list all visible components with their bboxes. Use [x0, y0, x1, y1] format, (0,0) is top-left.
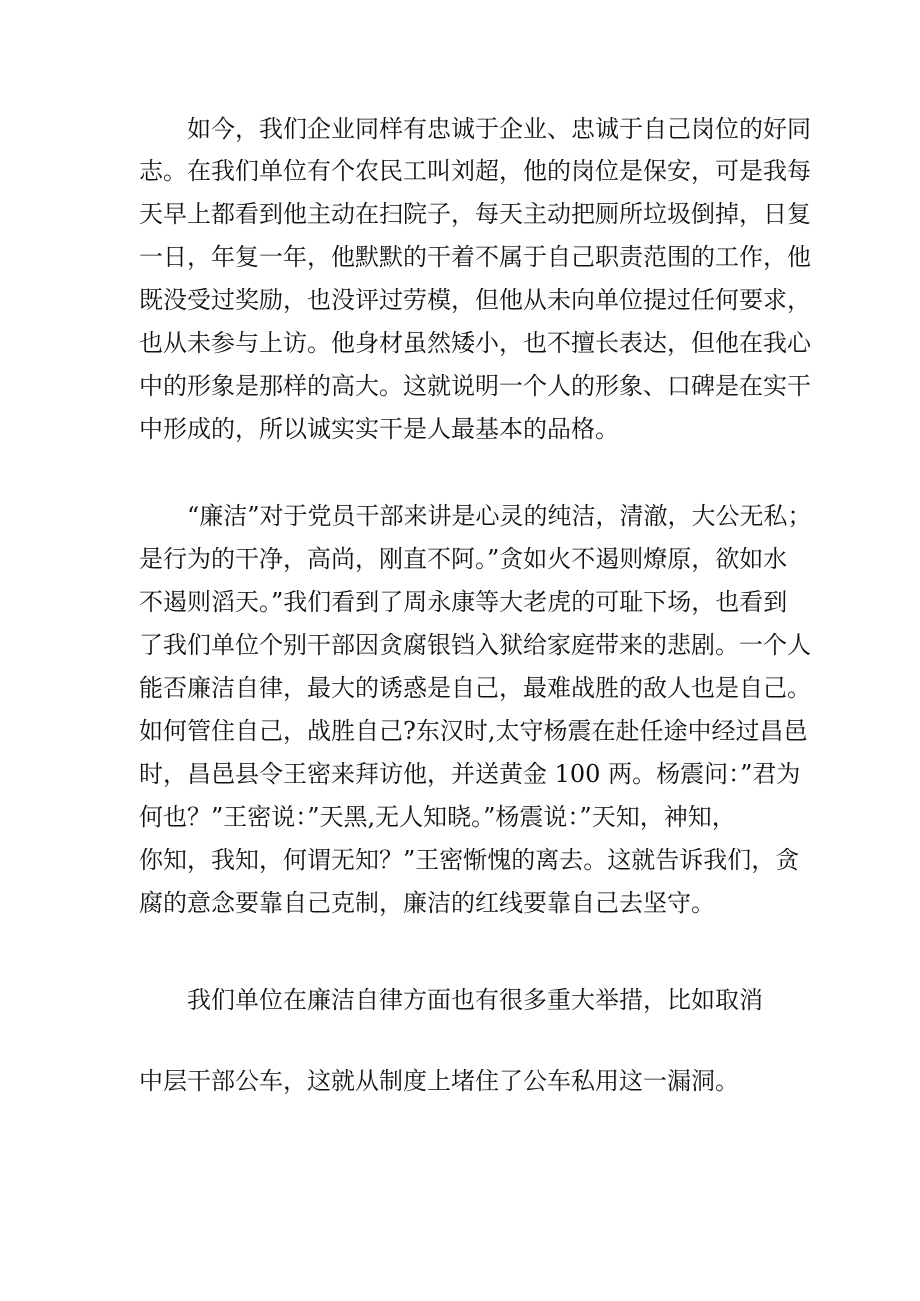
paragraph-2-line-9: 你知，我知，何谓无知？”王密惭愧的离去。这就告诉我们，贪 — [139, 846, 800, 874]
paragraph-1-line-8: 中形成的，所以诚实实干是人最基本的品格。 — [139, 415, 619, 443]
paragraph-2-line-3: 不遏则滔天。”我们看到了周永康等大老虎的可耻下场，也看到 — [139, 588, 788, 616]
paragraph-2-line-6: 如何管住自己，战胜自己?东汉时,太守杨震在赴任途中经过昌邑 — [139, 717, 808, 745]
paragraph-1-line-3: 天早上都看到他主动在扫院子，每天主动把厕所垃圾倒掉，日复 — [139, 200, 811, 228]
paragraph-1-line-5: 既没受过奖励，也没评过劳模，但他从未向单位提过任何要求， — [139, 286, 811, 314]
paragraph-3-line-1: 我们单位在廉洁自律方面也有很多重大举措，比如取消 — [187, 986, 763, 1014]
paragraph-1-line-1: 如今，我们企业同样有忠诚于企业、忠诚于自己岗位的好同 — [187, 115, 811, 143]
paragraph-1-line-2: 志。在我们单位有个农民工叫刘超，他的岗位是保安，可是我每 — [139, 157, 811, 185]
paragraph-2-line-2: 是行为的干净，高尚，刚直不阿。”贪如火不遏则燎原，欲如水 — [139, 545, 788, 573]
paragraph-1-line-6: 也从未参与上访。他身材虽然矮小，也不擅长表达，但他在我心 — [139, 329, 811, 357]
paragraph-1-line-7: 中的形象是那样的高大。这就说明一个人的形象、口碑是在实干 — [139, 372, 811, 400]
paragraph-2-line-1: “廉洁”对于党员干部来讲是心灵的纯洁，清澈，大公无私； — [187, 502, 812, 530]
paragraph-2-line-5: 能否廉洁自律，最大的诱惑是自己，最难战胜的敌人也是自己。 — [139, 674, 811, 702]
paragraph-1-line-4: 一日，年复一年，他默默的干着不属于自己职责范围的工作，他 — [139, 243, 811, 271]
paragraph-2-line-4: 了我们单位个别干部因贪腐银铛入狱给家庭带来的悲剧。一个人 — [139, 631, 811, 659]
paragraph-2-line-10: 腐的意念要靠自己克制，廉洁的红线要靠自己去坚守。 — [139, 889, 715, 917]
paragraph-2-line-7: 时，昌邑县令王密来拜访他，并送黄金 100 两。杨震问：”君为 — [139, 760, 801, 788]
paragraph-2-line-8: 何也？”王密说：”天黑,无人知晓。”杨震说：”天知，神知， — [139, 803, 736, 831]
paragraph-4-line-1: 中层干部公车，这就从制度上堵住了公车私用这一漏洞。 — [139, 1067, 739, 1095]
